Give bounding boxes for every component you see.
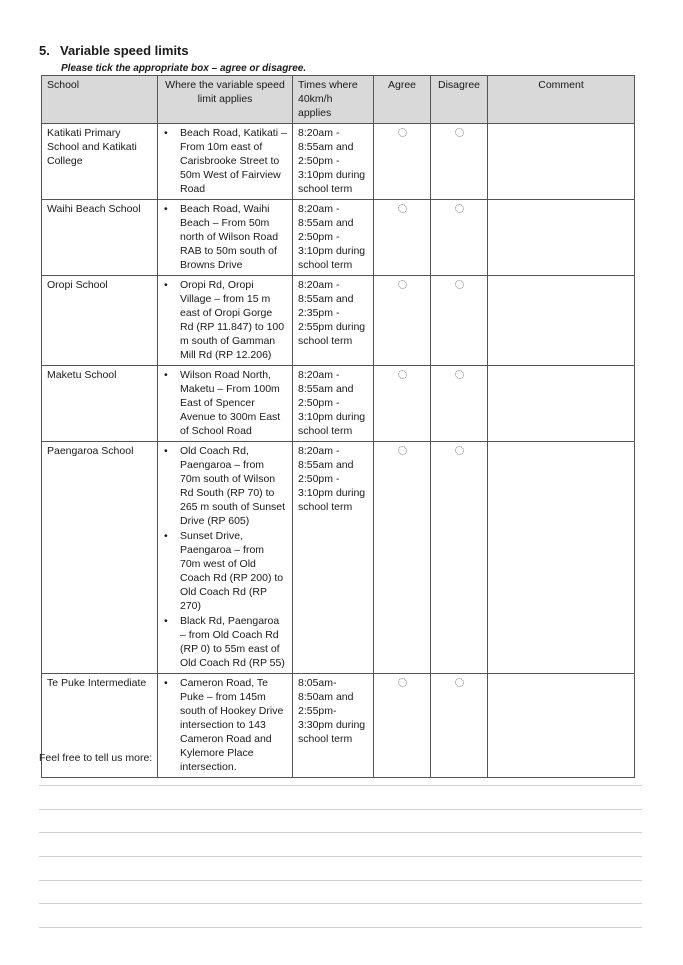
agree-cell (374, 674, 431, 778)
comment-cell[interactable] (488, 124, 635, 200)
road-list-item: • Cameron Road, Te Puke – from 145m south of Hookey Drive intersection to 143 Cameron Road and Kylemore Place intersection. (177, 676, 287, 774)
road-list (163, 368, 287, 438)
write-line[interactable] (39, 903, 642, 927)
times-cell: 8:20am - 8:55am and 2:50pm - 3:10pm during school term (293, 366, 374, 442)
write-line[interactable] (39, 927, 642, 951)
write-line[interactable] (39, 832, 642, 856)
school-header: School (42, 76, 158, 124)
table-row (42, 276, 635, 366)
table-row (42, 200, 635, 276)
disagree-radio[interactable] (455, 280, 464, 289)
agree-radio[interactable] (398, 370, 407, 379)
comment-header: Comment (488, 76, 635, 124)
school-cell: Katikati Primary School and Katikati College (42, 124, 158, 200)
agree-cell (374, 442, 431, 674)
road-list-item: • Oropi Rd, Oropi Village – from 15 m east of Oropi Gorge Rd (RP 11.847) to 100 m south of Gamman Mill Rd (RP 12.206) (177, 278, 287, 362)
road-list (163, 126, 287, 196)
section-heading (39, 43, 189, 58)
road-list-item: • Old Coach Rd, Paengaroa – from 70m south of Wilson Rd South (RP 70) to 265 m south of Sunset Drive (RP 605) (177, 444, 287, 528)
table-row (42, 124, 635, 200)
times-cell: 8:05am- 8:50am and 2:55pm- 3:30pm during school term (293, 674, 374, 778)
school-cell: Waihi Beach School (42, 200, 158, 276)
where-cell (158, 674, 293, 778)
where-cell (158, 442, 293, 674)
write-line[interactable] (39, 809, 642, 833)
disagree-cell (431, 276, 488, 366)
comment-cell[interactable] (488, 442, 635, 674)
comment-cell[interactable] (488, 366, 635, 442)
agree-cell (374, 200, 431, 276)
school-cell: Paengaroa School (42, 442, 158, 674)
times-header: Times where 40km/h applies (293, 76, 374, 124)
disagree-radio[interactable] (455, 370, 464, 379)
disagree-radio[interactable] (455, 204, 464, 213)
where-cell (158, 200, 293, 276)
times-cell: 8:20am - 8:55am and 2:35pm - 2:55pm during school term (293, 276, 374, 366)
road-list (163, 676, 287, 774)
disagree-radio[interactable] (455, 446, 464, 455)
table-body (42, 124, 635, 778)
table-row (42, 442, 635, 674)
comment-cell[interactable] (488, 276, 635, 366)
disagree-radio[interactable] (455, 678, 464, 687)
road-list-item: • Beach Road, Katikati – From 10m east of Carisbrooke Street to 50m West of Fairview Road (177, 126, 287, 196)
instruction-text: Please tick the appropriate box – agree or disagree. (61, 63, 307, 74)
where-cell (158, 366, 293, 442)
times-cell: 8:20am - 8:55am and 2:50pm - 3:10pm during school term (293, 200, 374, 276)
write-line[interactable] (39, 856, 642, 880)
school-cell: Oropi School (42, 276, 158, 366)
agree-cell (374, 276, 431, 366)
section-title: Variable speed limits (60, 43, 189, 58)
road-list (163, 444, 287, 670)
comment-cell[interactable] (488, 674, 635, 778)
table-header-row (42, 76, 635, 124)
disagree-radio[interactable] (455, 128, 464, 137)
road-list (163, 278, 287, 362)
comment-cell[interactable] (488, 200, 635, 276)
where-cell (158, 124, 293, 200)
road-list-item: • Black Rd, Paengaroa – from Old Coach Rd (RP 0) to 55m east of Old Coach Rd (RP 55) (177, 614, 287, 670)
where-header: Where the variable speed limit applies (158, 76, 293, 124)
section-number: 5. (39, 43, 50, 58)
agree-cell (374, 124, 431, 200)
road-list-item: • Beach Road, Waihi Beach – From 50m north of Wilson Road RAB to 50m south of Browns Drive (177, 202, 287, 272)
road-list (163, 202, 287, 272)
agree-radio[interactable] (398, 204, 407, 213)
disagree-cell (431, 124, 488, 200)
where-cell (158, 276, 293, 366)
school-cell: Te Puke Intermediate (42, 674, 158, 778)
times-cell: 8:20am - 8:55am and 2:50pm - 3:10pm during school term (293, 124, 374, 200)
disagree-cell (431, 674, 488, 778)
table-row (42, 366, 635, 442)
disagree-cell (431, 200, 488, 276)
agree-cell (374, 366, 431, 442)
agree-radio[interactable] (398, 446, 407, 455)
school-cell: Maketu School (42, 366, 158, 442)
disagree-header: Disagree (431, 76, 488, 124)
disagree-cell (431, 442, 488, 674)
disagree-cell (431, 366, 488, 442)
agree-radio[interactable] (398, 280, 407, 289)
road-list-item: • Sunset Drive, Paengaroa – from 70m west of Old Coach Rd (RP 200) to Old Coach Rd (RP 270) (177, 529, 287, 613)
agree-header: Agree (374, 76, 431, 124)
agree-radio[interactable] (398, 678, 407, 687)
speed-limits-table (41, 75, 635, 778)
write-line[interactable] (39, 880, 642, 904)
feel-free-label: Feel free to tell us more: (39, 752, 153, 764)
write-line[interactable] (39, 785, 642, 809)
road-list-item: • Wilson Road North, Maketu – From 100m East of Spencer Avenue to 300m East of School Road (177, 368, 287, 438)
times-cell: 8:20am - 8:55am and 2:50pm - 3:10pm during school term (293, 442, 374, 674)
write-lines-area[interactable] (39, 785, 642, 951)
agree-radio[interactable] (398, 128, 407, 137)
